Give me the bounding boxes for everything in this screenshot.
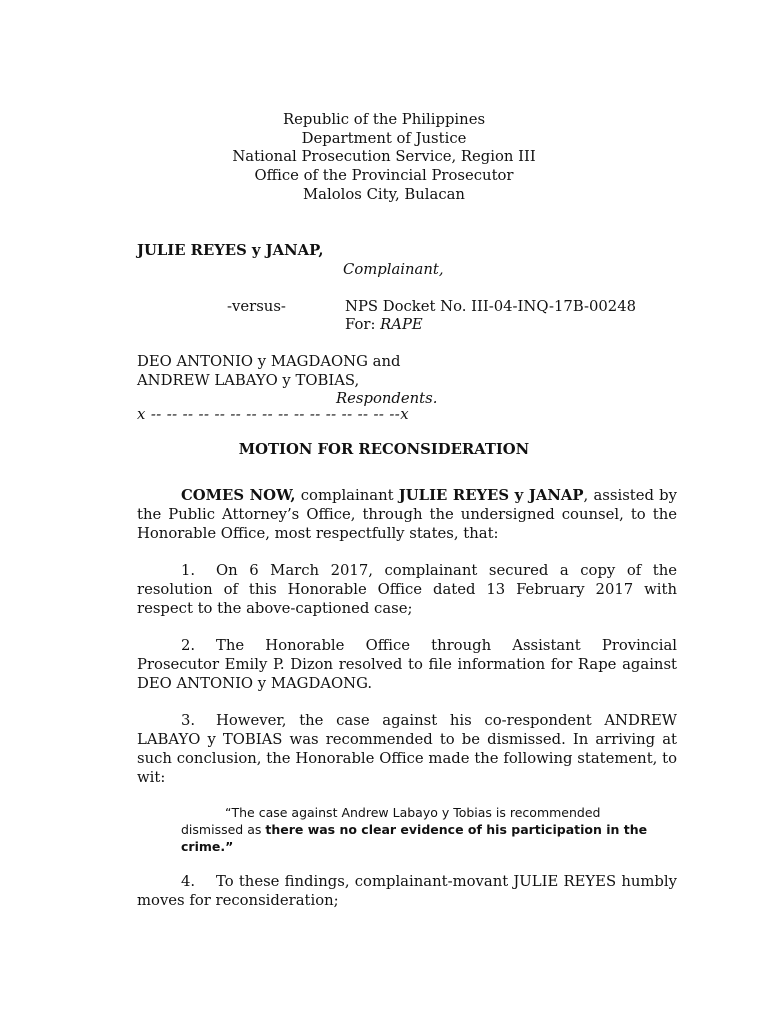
paragraph-2-number: 2. [181, 637, 196, 654]
header-location: Malolos City, Bulacan [303, 186, 465, 203]
quote-text: “The case against Andrew Labayo y Tobias is recommended dismissed as [181, 805, 601, 837]
block-quote [181, 804, 651, 855]
paragraph-1-text: On 6 March 2017, complainant secured a copy of the resolution of this Honorable Office dated 13 February 2017 with respect to the above-captioned case; [137, 562, 677, 617]
caption-separator: x -- -- -- -- -- -- -- -- -- -- -- -- -- -- -- --x [137, 406, 409, 423]
document-title: MOTION FOR RECONSIDERATION [238, 441, 530, 458]
case-type-label: For: [345, 316, 381, 333]
paragraph-3 [137, 711, 677, 787]
paragraph-1 [137, 561, 677, 618]
complainant-name: JULIE REYES y JANAP, [137, 242, 324, 259]
respondent-2: ANDREW LABAYO y TOBIAS, [137, 372, 360, 389]
paragraph-4-text: To these findings, complainant-movant JULIE REYES humbly moves for reconsideration; [137, 873, 677, 909]
intro-comes-now: COMES NOW, [181, 487, 296, 504]
header-office: Office of the Provincial Prosecutor [254, 167, 514, 184]
paragraph-4-number: 4. [181, 873, 196, 890]
paragraph-2 [137, 636, 677, 693]
intro-text-b: , assisted by the Public Attorney’s Office, through the undersigned counsel, to the Honorable Office, most respectfully states, that: [137, 487, 677, 542]
intro-text-a: complainant [295, 487, 399, 504]
versus-label: -versus- [227, 298, 286, 315]
paragraph-3-number: 3. [181, 712, 196, 729]
header-department: Department of Justice [301, 130, 467, 147]
case-type-value: RAPE [380, 316, 423, 333]
paragraph-3-text: However, the case against his co-respondent ANDREW LABAYO y TOBIAS was recommended to be dismissed. In arriving at such conclusion, the Honorable Office made the following statement, to wit: [137, 712, 677, 786]
intro-paragraph [137, 486, 677, 543]
paragraph-2-text: The Honorable Office through Assistant Provincial Prosecutor Emily P. Dizon resolved to file information for Rape against DEO ANTONIO y MAGDAONG. [137, 637, 677, 692]
paragraph-1-number: 1. [181, 562, 196, 579]
respondents-role: Respondents. [336, 390, 438, 407]
quote-emphasis: there was no clear evidence of his participation in the crime.” [181, 822, 648, 854]
complainant-role: Complainant, [343, 261, 444, 278]
case-type [345, 315, 423, 334]
docket-number: NPS Docket No. III-04-INQ-17B-00248 [345, 298, 637, 315]
header-nps: National Prosecution Service, Region III [232, 148, 536, 165]
intro-complainant-name: JULIE REYES y JANAP [398, 487, 584, 504]
respondent-1: DEO ANTONIO y MAGDAONG and [137, 353, 401, 370]
header-republic: Republic of the Philippines [282, 111, 486, 128]
paragraph-4 [137, 872, 677, 910]
